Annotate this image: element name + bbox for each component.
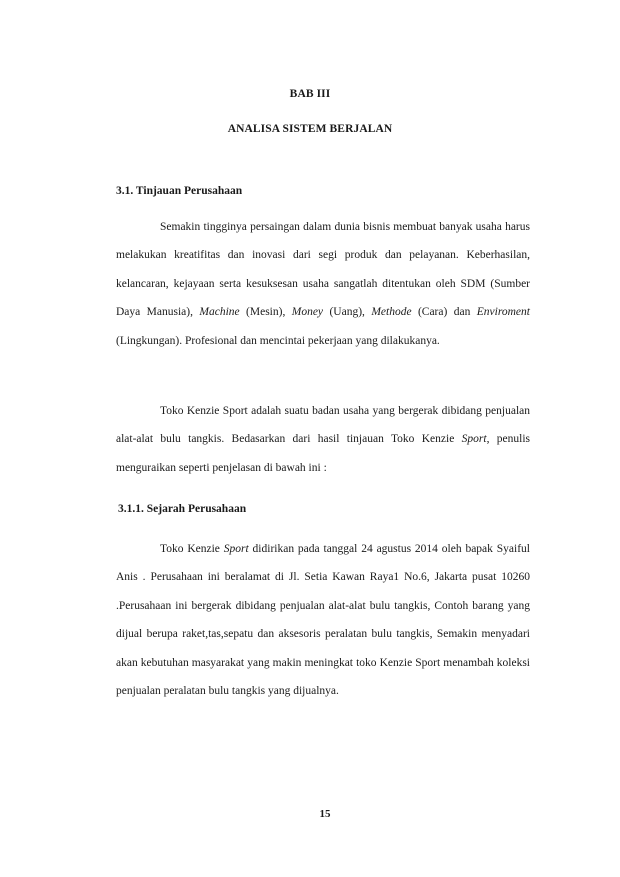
text-run: , penulis menguraikan seperti penjelasan di bawah ini : <box>116 433 530 474</box>
paragraph-history <box>116 535 530 705</box>
text-run: Toko Kenzie <box>160 543 224 555</box>
term-money: Money <box>291 306 324 319</box>
text-run: Semakin tingginya persaingan dalam dunia bisnis membuat banyak usaha harus melakukan kreatifitas dan inovasi dari segi produk dan pelayanan. Keberhasilan, kelancaran, kejayaan serta kesuksesan usaha sangatlah ditentukan oleh SDM (Sumber Daya Manusia), <box>116 221 530 319</box>
text-run: (Cara) dan <box>411 306 477 319</box>
term-enviroment: Enviroment <box>476 306 530 319</box>
section-heading-3-1: 3.1. Tinjauan Perusahaan <box>116 185 243 197</box>
paragraph-kenzie-sport <box>116 397 530 482</box>
chapter-number: BAB III <box>289 88 331 100</box>
text-run: didirikan pada tanggal 24 agustus 2014 oleh bapak Syaiful Anis . Perusahaan ini beralamat di Jl. Setia Kawan Raya1 No.6, Jakarta pusat 10260 .Perusahaan ini bergerak dibidang penjualan alat-alat bulu tangkis, Contoh barang yang dijual berupa raket,tas,sepatu dan aksesoris peralatan bulu tangkis, Semakin menyadari akan kebutuhan masyarakat yang makin meningkat toko Kenzie Sport menambah koleksi penjualan peralatan bulu tangkis yang dijualnya. <box>116 543 530 698</box>
text-run: Toko Kenzie Sport adalah suatu badan usaha yang bergerak dibidang penjualan alat-alat bulu tangkis. Bedasarkan dari hasil tinjauan Toko Kenzie <box>116 405 530 446</box>
chapter-title: ANALISA SISTEM BERJALAN <box>227 123 393 135</box>
term-sport: Sport <box>223 543 249 555</box>
text-run: (Uang), <box>323 306 372 319</box>
page-number: 15 <box>319 808 331 820</box>
text-run: (Mesin), <box>239 306 292 319</box>
term-methode: Methode <box>371 306 412 319</box>
term-machine: Machine <box>199 306 240 319</box>
text-run: (Lingkungan). Profesional dan mencintai pekerjaan yang dilakukanya. <box>116 334 440 347</box>
paragraph-intro <box>116 213 530 355</box>
term-sport: Sport <box>461 433 487 446</box>
section-heading-3-1-1: 3.1.1. Sejarah Perusahaan <box>118 503 247 515</box>
